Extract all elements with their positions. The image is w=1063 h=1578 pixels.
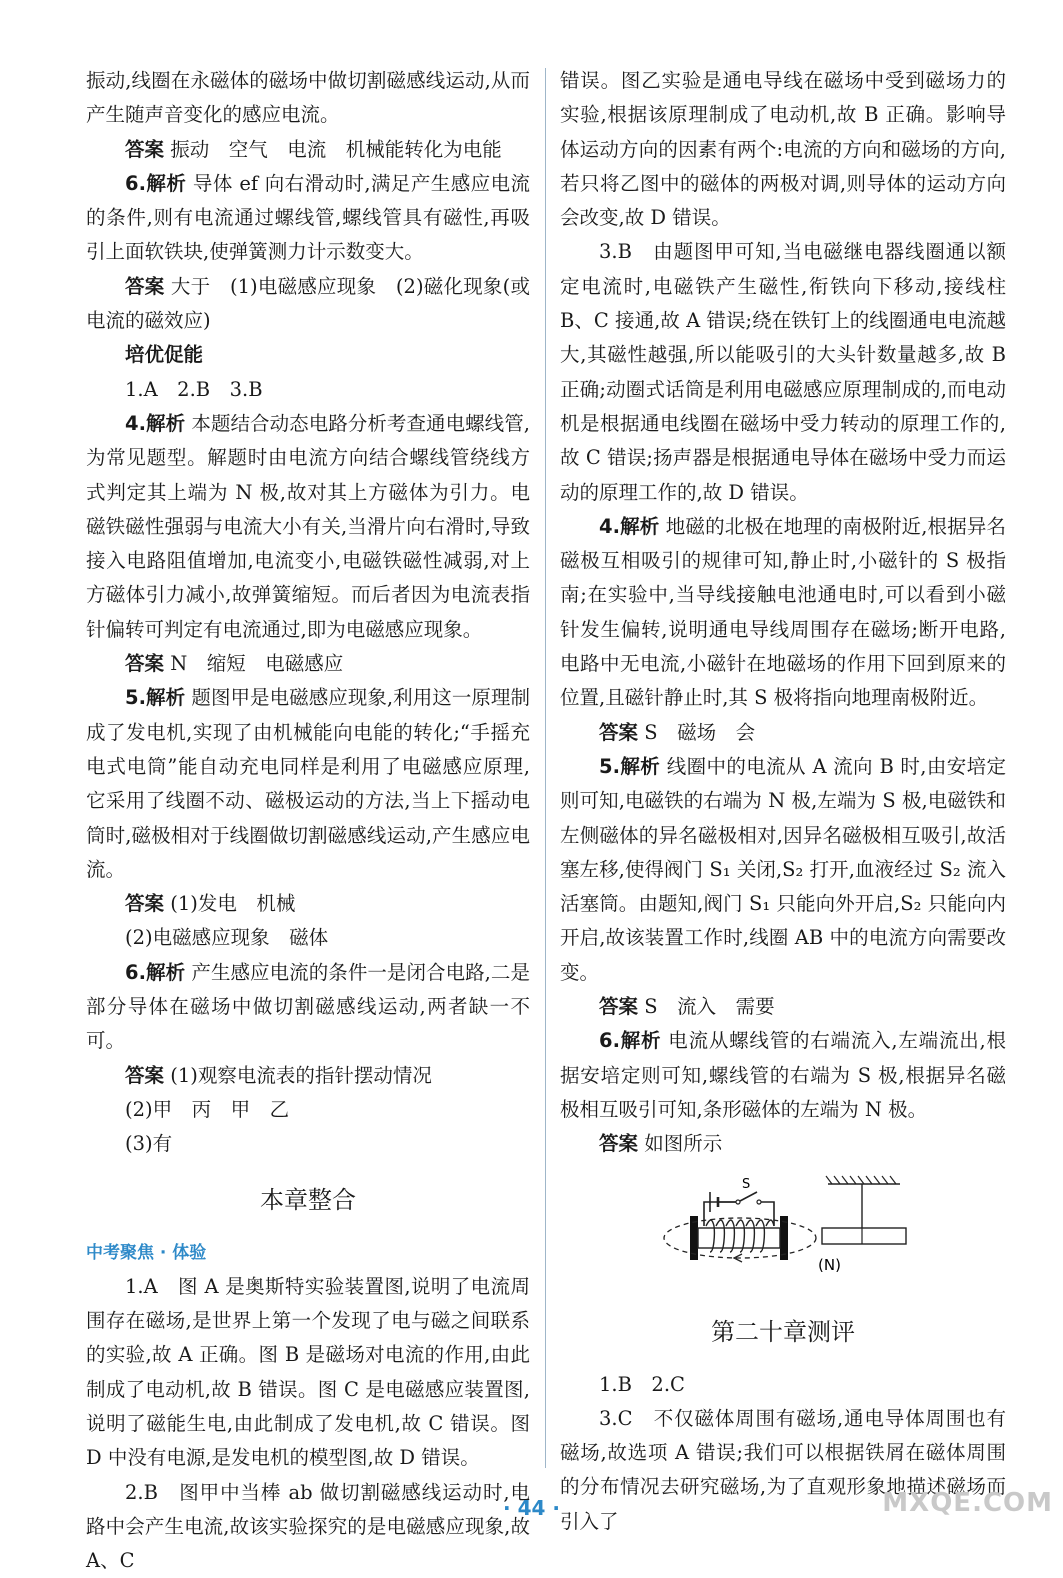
paragraph bbox=[86, 167, 530, 270]
right-column bbox=[560, 64, 1006, 1539]
bold-lead: 答案 bbox=[125, 274, 165, 298]
column-divider bbox=[545, 68, 546, 1468]
paragraph-text: (1)发电 机械 bbox=[164, 892, 296, 916]
paragraph bbox=[86, 1476, 530, 1578]
left-column bbox=[86, 64, 530, 1578]
paragraph-text: 3.B 由题图甲可知,当电磁继电器线圈通以额定电流时,电磁铁产生磁性,衔铁向下移动,接线柱 B、C 接通,故 A 错误;绕在铁钉上的线圈通电电流越大,其磁性越强,所以能吸引的大头针数量越多,故 B 正确;动圈式话筒是利用电磁感应原理制成的,而电动机是根据通电线圈在磁场中受力转动的原理工作的,故 C 错误;扬声器是根据通电导体在磁场中受力而运动的原理工作的,故 D 错误。 bbox=[560, 240, 1006, 504]
page-number: · 44 · bbox=[503, 1496, 560, 1520]
solenoid-figure bbox=[560, 1170, 1006, 1294]
paragraph-text: (2)甲 丙 甲 乙 bbox=[125, 1097, 290, 1121]
paragraph-text: 导体 ef 向右滑动时,满足产生感应电流的条件,则有电流通过螺线管,螺线管具有磁性,再吸引上面软铁块,使弹簧测力计示数变大。 bbox=[86, 171, 530, 264]
paragraph-text: 产生感应电流的条件一是闭合电路,二是部分导体在磁场中做切割磁感线运动,两者缺一不可。 bbox=[86, 960, 530, 1053]
paragraph-text: 大于 (1)电磁感应现象 (2)磁化现象(或电流的磁效应) bbox=[86, 274, 530, 333]
paragraph bbox=[86, 1093, 530, 1127]
paragraph bbox=[560, 1368, 1006, 1402]
paragraph bbox=[560, 1024, 1006, 1127]
paragraph bbox=[560, 235, 1006, 509]
paragraph-text: 1.B 2.C bbox=[599, 1372, 685, 1396]
paragraph bbox=[86, 407, 530, 647]
bold-lead: 答案 bbox=[599, 995, 639, 1019]
bold-lead: 答案 bbox=[125, 1063, 165, 1087]
paragraph-text: N 缩短 电磁感应 bbox=[164, 652, 344, 676]
paragraph bbox=[86, 64, 530, 133]
paragraph-text: 错误。图乙实验是通电导线在磁场中受到磁场力的实验,根据该原理制成了电动机,故 B 正确。影响导体运动方向的因素有两个:电流的方向和磁场的方向,若只将乙图中的磁体的两极对调,则导体的运动方向会改变,故 D 错误。 bbox=[560, 69, 1006, 230]
paragraph-text: 线圈中的电流从 A 流向 B 时,由安培定则可知,电磁铁的右端为 N 极,左端为 S 极,电磁铁和左侧磁体的异名磁极相对,因异名磁极相互吸引,故活塞左移,使得阀门 S₁ 关闭,S₂ 打开,血液经过 S₂ 流入活塞筒。由题知,阀门 S₁ 只能向外开启,S₂ 只能向内开启,故该装置工作时,线圈 AB 中的电流方向需要改变。 bbox=[560, 754, 1006, 984]
bold-lead: 6.解析 bbox=[125, 960, 186, 984]
paragraph bbox=[86, 133, 530, 167]
bold-lead: 4.解析 bbox=[125, 411, 186, 435]
bold-lead: 培优促能 bbox=[125, 343, 204, 367]
magnet-pole-label: (N) bbox=[818, 1255, 841, 1274]
paragraph-text: S 磁场 会 bbox=[638, 720, 756, 744]
paragraph bbox=[560, 510, 1006, 716]
paragraph-text: 3.C 不仅磁体周围有磁场,通电导体周围也有磁场,故选项 A 错误;我们可以根据铁屑在磁体周围的分布情况去研究磁场,为了直观形象地描述磁场而引入了 bbox=[560, 1406, 1006, 1533]
paragraph bbox=[86, 1127, 530, 1161]
paragraph-text: (3)有 bbox=[125, 1132, 173, 1156]
bold-lead: 答案 bbox=[599, 720, 639, 744]
paragraph-text: 地磁的北极在地理的南极附近,根据异名磁极互相吸引的规律可知,静止时,小磁针的 S 极指南;在实验中,当导线接触电池通电时,可以看到小磁针发生偏转,说明通电导线周围存在磁场;断开电路,电路中无电流,小磁针在地磁场的作用下回到原来的位置,且磁针静止时,其 S 极将指向地理南极附近。 bbox=[560, 514, 1006, 710]
paragraph-text: 电流从螺线管的右端流入,左端流出,根据安培定则可知,螺线管的右端为 S 极,根据异名磁极相互吸引可知,条形磁体的左端为 N 极。 bbox=[560, 1029, 1006, 1121]
bold-lead: 6.解析 bbox=[599, 1029, 662, 1053]
paragraph-text: 如图所示 bbox=[638, 1132, 723, 1156]
paragraph bbox=[86, 270, 530, 339]
bold-lead: 4.解析 bbox=[599, 514, 660, 538]
bold-lead: 5.解析 bbox=[125, 686, 186, 710]
paragraph-text: 振动,线圈在永磁体的磁场中做切割磁感线运动,从而产生随声音变化的感应电流。 bbox=[86, 69, 530, 127]
paragraph bbox=[560, 716, 1006, 750]
paragraph bbox=[86, 956, 530, 1059]
bold-lead: 5.解析 bbox=[599, 754, 661, 778]
paragraph-text: 振动 空气 电流 机械能转化为电能 bbox=[164, 137, 502, 161]
paragraph bbox=[560, 750, 1006, 990]
paragraph-text: 1.A 图 A 是奥斯特实验装置图,说明了电流周围存在磁场,是世界上第一个发现了电与磁之间联系的实验,故 A 正确。图 B 是磁场对电流的作用,由此制成了电动机,故 B 错误。图 C 是电磁感应装置图,说明了磁能生电,由此制成了发电机,故 C 错误。图 D 中没有电源,是发电机的模型图,故 D 错误。 bbox=[86, 1274, 530, 1470]
solenoid-diagram bbox=[560, 1170, 1006, 1294]
paragraph-text: (1)观察电流表的指针摆动情况 bbox=[164, 1063, 432, 1087]
paragraph bbox=[560, 1127, 1006, 1161]
left-paragraphs-2 bbox=[86, 1270, 530, 1578]
paragraph bbox=[86, 373, 530, 407]
paragraph bbox=[86, 1270, 530, 1476]
switch-label: S bbox=[742, 1176, 751, 1192]
paragraph-text: 本题结合动态电路分析考查通电螺线管,为常见题型。解题时由电流方向结合螺线管绕线方式判定其上端为 N 极,故对其上方磁体为引力。电磁铁磁性强弱与电流大小有关,当滑片向右滑时,导致接入电路阻值增加,电流变小,电磁铁磁性减弱,对上方磁体引力减小,故弹簧缩短。而后者因为电流表指针偏转可判定有电流通过,即为电磁感应现象。 bbox=[86, 411, 530, 641]
paragraph-text: 1.A 2.B 3.B bbox=[125, 377, 263, 401]
bold-lead: 答案 bbox=[125, 652, 165, 676]
paragraph-text: 题图甲是电磁感应现象,利用这一原理制成了发电机,实现了由机械能向电能的转化;“手摇充电式电筒”能自动充电同样是利用了电磁感应原理,它采用了线圈不动、磁极运动的方法,当上下摇动电筒时,磁极相对于线圈做切割磁感线运动,产生感应电流。 bbox=[86, 686, 530, 881]
bold-lead: 6.解析 bbox=[125, 171, 187, 195]
bold-lead: 答案 bbox=[599, 1132, 639, 1156]
right-paragraphs bbox=[560, 64, 1006, 1162]
paragraph bbox=[86, 887, 530, 921]
watermark-text: MXQE.COM bbox=[882, 1488, 1053, 1518]
left-paragraphs bbox=[86, 64, 530, 1162]
paragraph bbox=[560, 64, 1006, 235]
paragraph bbox=[86, 1059, 530, 1093]
paragraph bbox=[86, 338, 530, 372]
paragraph-text: (2)电磁感应现象 磁体 bbox=[125, 926, 329, 950]
test-title: 第二十章测评 bbox=[711, 1317, 855, 1346]
paragraph-text: S 流入 需要 bbox=[638, 995, 775, 1019]
bold-lead: 答案 bbox=[125, 137, 165, 161]
bold-lead: 答案 bbox=[125, 892, 165, 916]
paragraph bbox=[86, 921, 530, 955]
chapter-title: 本章整合 bbox=[260, 1185, 356, 1214]
paragraph-text: 2.B 图甲中当棒 ab 做切割磁感线运动时,电路中会产生电流,故该实验探究的是电磁感应现象,故 A、C bbox=[86, 1480, 530, 1573]
section-label: 中考聚焦 · 体验 bbox=[86, 1242, 207, 1263]
paragraph bbox=[86, 681, 530, 887]
paragraph bbox=[560, 990, 1006, 1024]
paragraph bbox=[86, 647, 530, 681]
